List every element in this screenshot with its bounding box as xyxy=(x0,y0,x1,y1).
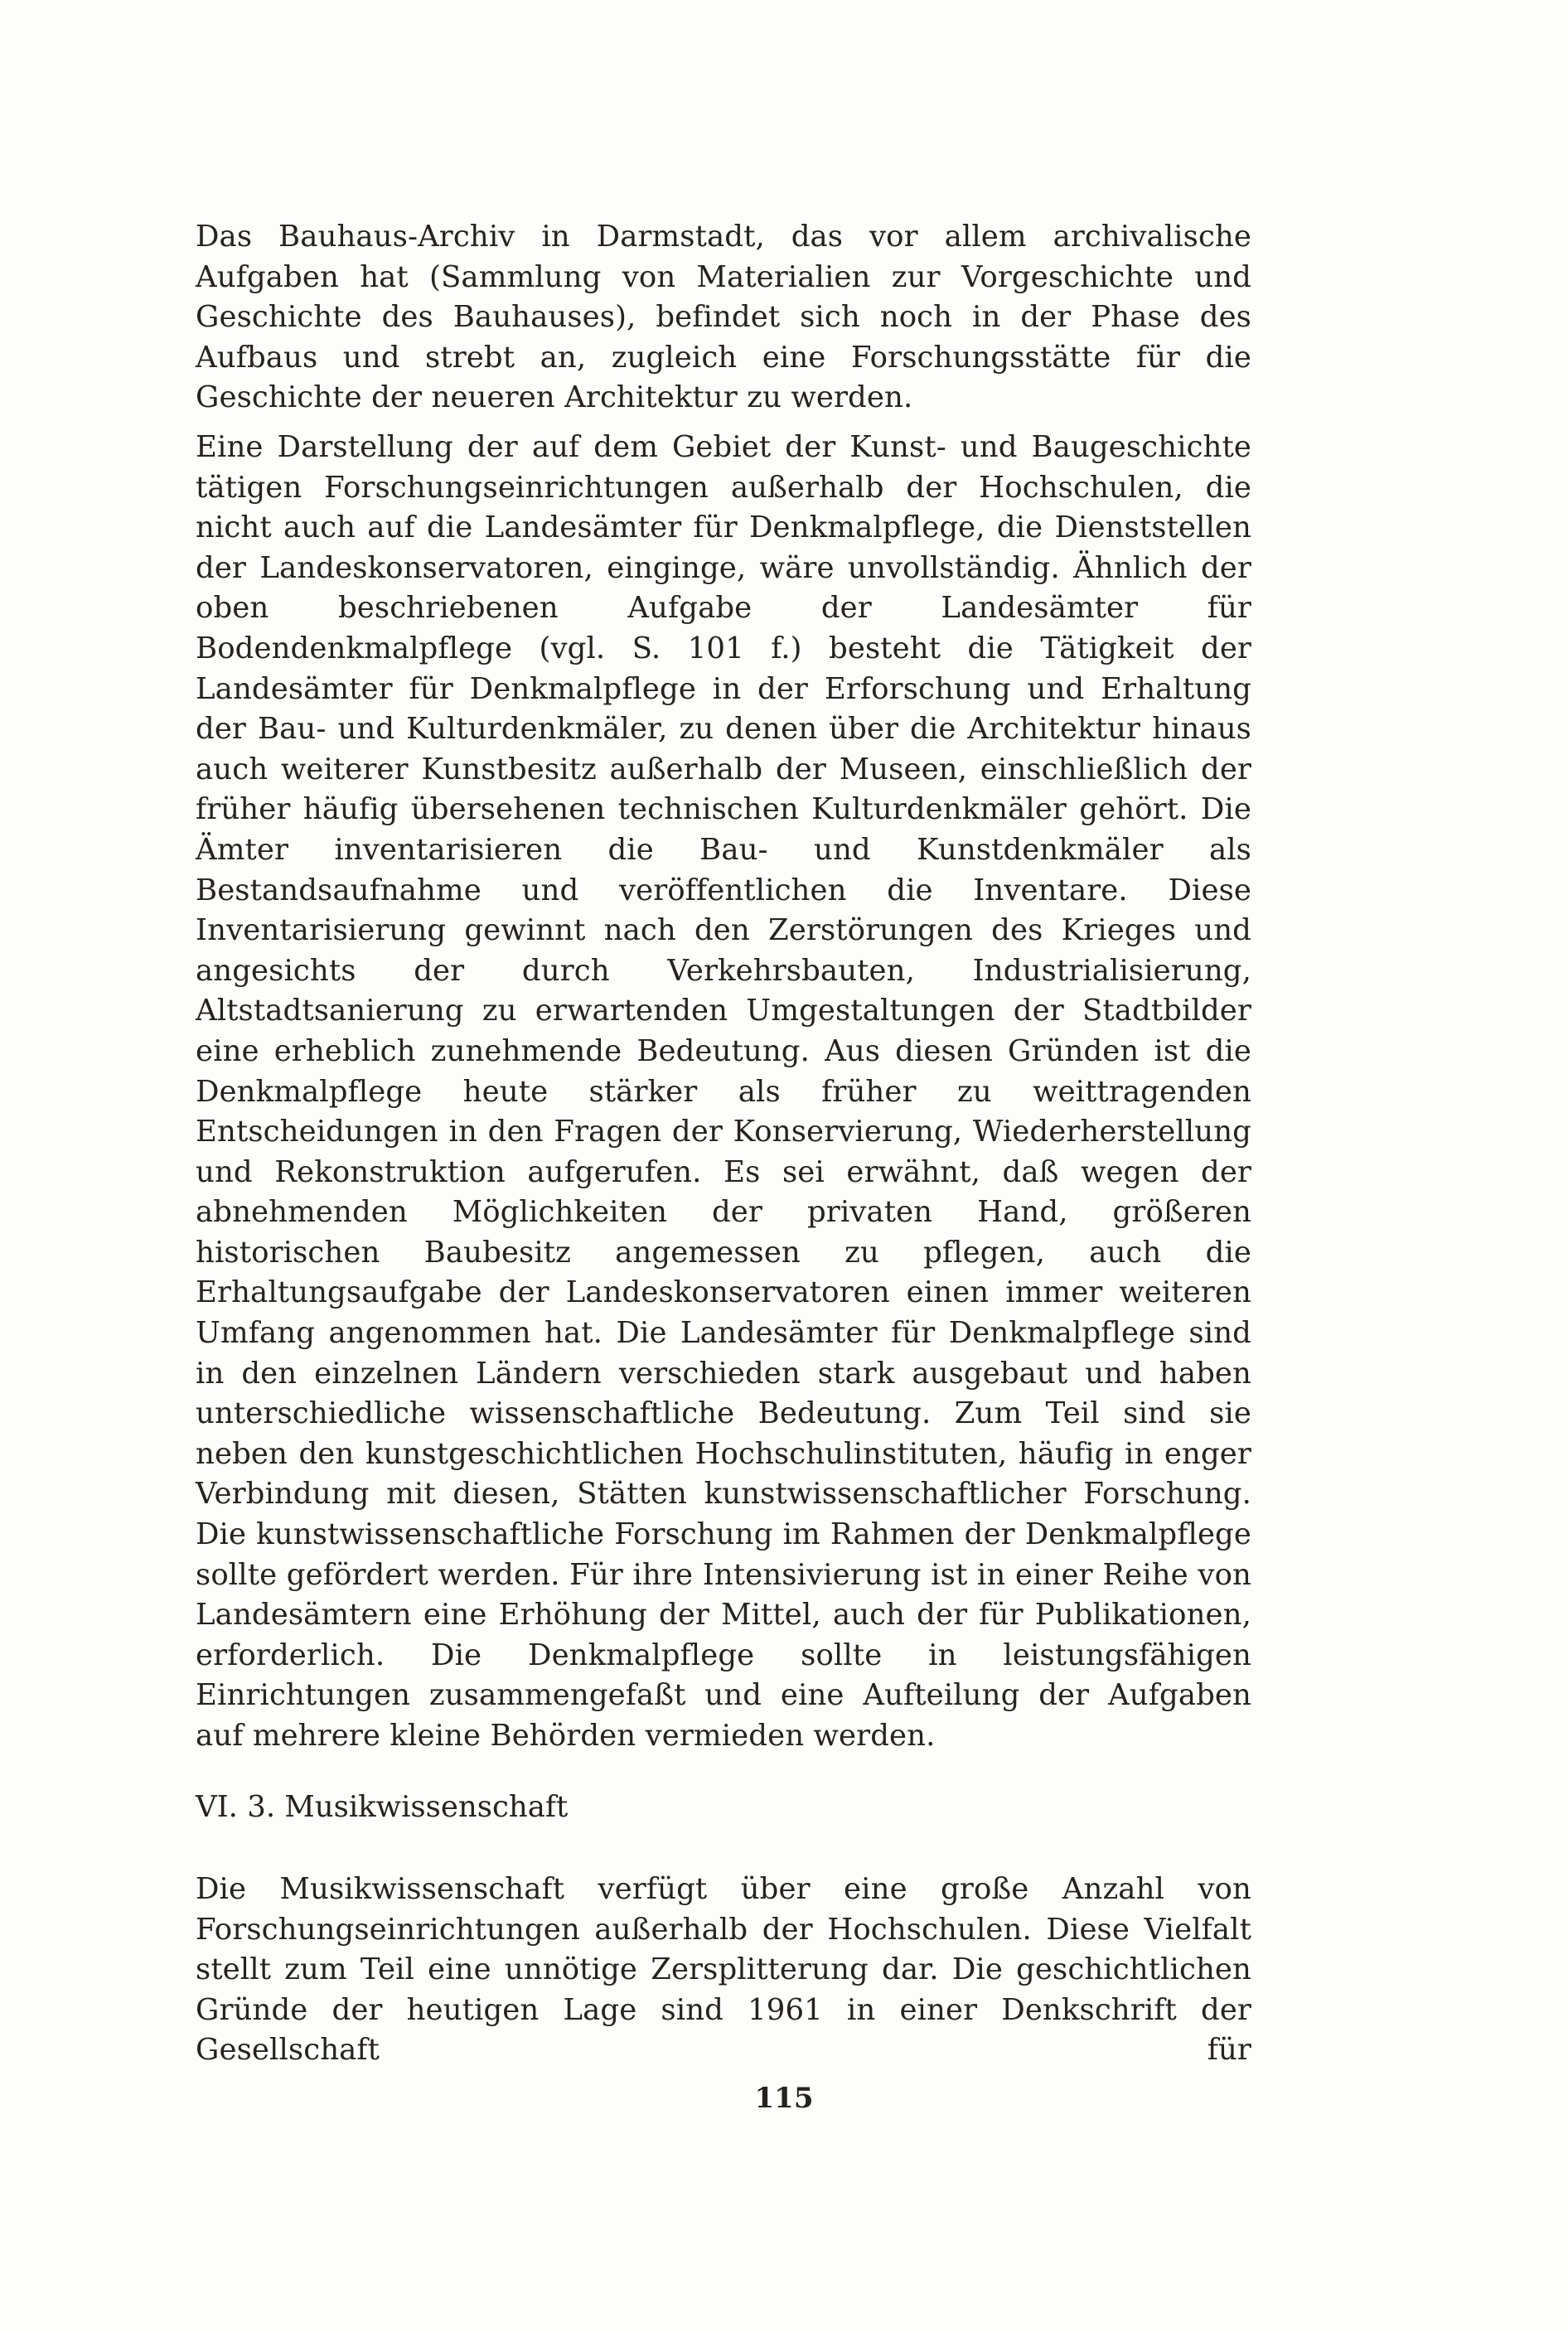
paragraph-denkmalpflege xyxy=(196,428,1251,1757)
section-heading: VI. 3. Musikwissenschaft xyxy=(196,1790,569,1824)
page-number: 115 xyxy=(754,2082,814,2115)
paragraph-musikwissenschaft xyxy=(196,1870,1251,2071)
paragraph-text: Das Bauhaus-Archiv in Darmstadt, das vor allem archivalische Aufgaben hat (Sammlung von Materialien zur Vorgeschichte und Geschichte des Bauhauses), befindet sich noch in der Phase des Aufbaus und strebt an, zugleich eine Forschungsstätte für die Geschichte der neueren Architektur zu werden. xyxy=(196,220,1251,415)
paragraph-text: Die Musikwissenschaft verfügt über eine große Anzahl von Forschungseinrichtungen außerhalb der Hochschulen. Diese Vielfalt stellt zum Teil eine unnötige Zersplitterung dar. Die geschichtlichen Gründe der heutigen Lage sind 1961 in einer Denkschrift der Gesellschaft für xyxy=(196,1872,1251,2068)
paragraph-bauhaus-archiv xyxy=(196,217,1251,419)
paragraph-text: Eine Darstellung der auf dem Gebiet der Kunst- und Baugeschichte tätigen Forschungseinrichtungen außerhalb der Hochschulen, die nicht auch auf die Landesämter für Denkmalpflege, die Dienststellen der Landeskonservatoren, einginge, wäre unvollständig. Ähnlich der oben beschriebenen Aufgabe der Landesämter für Bodendenkmalpflege (vgl. S. 101 f.) besteht die Tätigkeit der Landesämter für Denkmalpflege in der Erforschung und Erhaltung der Bau- und Kulturdenkmäler, zu denen über die Architektur hinaus auch weiterer Kunstbesitz außerhalb der Museen, einschließlich der früher häufig übersehenen technischen Kulturdenkmäler gehört. Die Ämter inventarisieren die Bau- und Kunstdenkmäler als Bestandsaufnahme und veröffentlichen die Inventare. Diese Inventarisierung gewinnt nach den Zerstörungen des Krieges und angesichts der durch Verkehrsbauten, Industrialisierung, Altstadtsanierung zu erwartenden Umgestaltungen der Stadtbilder eine erheblich zunehmende Bedeutung. Aus diesen Gründen ist die Denkmalpflege heute stärker als früher zu weittragenden Entscheidungen in den Fragen der Konservierung, Wiederherstellung und Rekonstruktion aufgerufen. Es sei erwähnt, daß wegen der abnehmenden Möglichkeiten der privaten Hand, größeren historischen Baubesitz angemessen zu pflegen, auch die Erhaltungsaufgabe der Landeskonservatoren einen immer weiteren Umfang angenommen hat. Die Landesämter für Denkmalpflege sind in den einzelnen Ländern verschieden stark ausgebaut und haben unterschiedliche wissenschaftliche Bedeutung. Zum Teil sind sie neben den kunstgeschichtlichen Hochschulinstituten, häufig in enger Verbindung mit diesen, Stätten kunstwissenschaftlicher Forschung. Die kunstwissenschaftliche Forschung im Rahmen der Denkmalpflege sollte gefördert werden. Für ihre Intensivierung ist in einer Reihe von Landesämtern eine Erhöhung der Mittel, auch der für Publikationen, erforderlich. Die Denkmalpflege sollte in leistungsfähigen Einrichtungen zusammengefaßt und eine Aufteilung der Aufgaben auf mehrere kleine Behörden vermieden werden. xyxy=(196,430,1251,1753)
